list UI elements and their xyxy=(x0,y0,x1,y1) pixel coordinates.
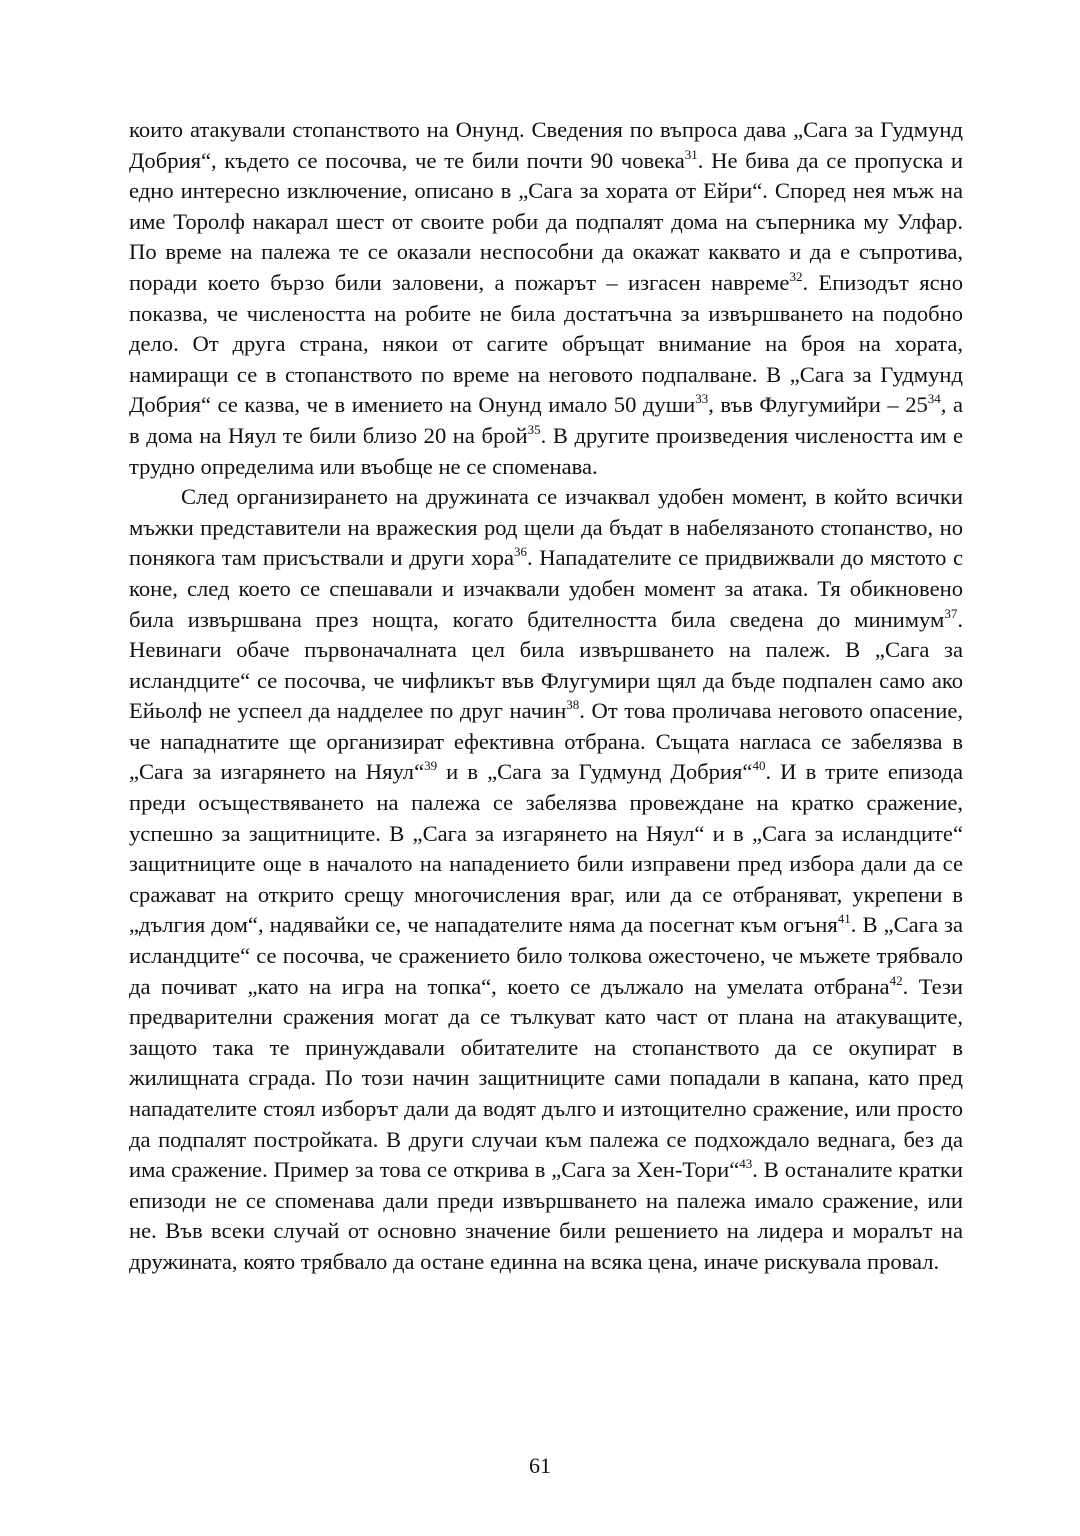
footnote-ref-35: 35 xyxy=(527,421,541,437)
footnote-ref-42: 42 xyxy=(889,972,903,988)
text-run: . В „Сага за исландците“ се посочва, че сражението било толкова ожесточено, че мъжете трябвало да почиват „като на игра на топка“, което се дължало на умелата отбрана xyxy=(129,912,963,999)
text-run: . Не бива да се пропуска и едно интересно изключение, описано в „Сага за хората от Ейри“. Според нея мъж на име Торолф накарал шест от своите роби да подпалят дома на съперника му Улфар. По време на палежа те се оказали неспособни да окажат каквато и да е съпротива, поради което бързо били заловени, а пожарът – изгасен навреме xyxy=(129,147,963,295)
page-number: 61 xyxy=(529,1453,551,1478)
text-run: . И в трите епизода преди осъществяването на палежа се забелязва провеждане на кратко сражение, успешно за защитниците. В „Сага за изгарянето на Няул“ и в „Сага за исландците“ защитниците още в началото на нападението били изправени пред избора дали да се сражават на открито срещу многочисления враг, или да се отбраняват, укрепени в „дългия дом“, надявайки се, че нападателите няма да посегнат към огъня xyxy=(129,759,963,938)
footnote-ref-38: 38 xyxy=(566,697,580,713)
paragraph-1 xyxy=(129,115,963,482)
paragraph-2 xyxy=(129,482,963,1277)
footnote-ref-36: 36 xyxy=(514,544,527,560)
text-run: . Нападателите се придвижвали до мястото с коне, след което се спешавали и изчаквали удобен момент за атака. Тя обикновено била извършвана през нощта, когато бдителността била сведена до минимум xyxy=(129,545,963,632)
text-run: . Невинаги обаче първоначалната цел била извършването на палеж. В „Сага за исландците“ се посочва, че чифликът във Флугумири щял да бъде подпален само ако Ейьолф не успеел да надделее по друг начин xyxy=(129,606,963,724)
footnote-ref-41: 41 xyxy=(837,911,851,927)
footnote-ref-37: 37 xyxy=(944,605,958,621)
footnote-ref-39: 39 xyxy=(424,758,438,774)
text-run: . Тези предварителни сражения могат да се тълкуват като част от плана на атакуващите, защото така те принуждавали обитателите на стопанството да се окупират в жилищната сграда. По този начин защитниците сами попадали в капана, като пред нападателите стоял изборът дали да водят дълго и изтощително сражение, или просто да подпалят постройката. В други случаи към палежа се подхождало веднага, без да има сражение. Пример за това се открива в „Сага за Хен-Тори“ xyxy=(129,973,963,1183)
footnote-ref-43: 43 xyxy=(739,1156,753,1172)
text-run: . В другите произведения числеността им е трудно определима или въобще не се споменава. xyxy=(129,422,963,479)
footnote-ref-32: 32 xyxy=(789,268,803,284)
text-run: , а в дома на Няул те били близо 20 на брой xyxy=(129,392,964,448)
footnote-ref-40: 40 xyxy=(752,758,766,774)
footnote-ref-31: 31 xyxy=(684,146,698,162)
text-run: , във Флугумийри – 25 xyxy=(708,392,928,418)
footnote-ref-34: 34 xyxy=(927,391,941,407)
footnote-ref-33: 33 xyxy=(695,391,709,407)
text-run: След организирането на дружината се изчаквал удобен момент, в който всички мъжки представители на вражеския род щели да бъдат в набелязаното стопанство, но понякога там присъствали и други хора xyxy=(129,484,963,571)
text-run: . От това проличава неговото опасение, че нападнатите ще организират ефективна отбрана. Същата нагласа се забелязва в „Сага за изгарянето на Няул“ xyxy=(129,698,963,785)
text-run: които атакували стопанството на Онунд. Сведения по въпроса дава „Сага за Гудмунд Добрия“, където се посочва, че те били почти 90 човека xyxy=(129,117,963,173)
text-run: . Епизодът ясно показва, че числеността на робите не била достатъчна за извършването на подобно дело. От друга страна, някои от сагите обръщат внимание на броя на хората, намиращи се в стопанството по време на неговото подпалване. В „Сага за Гудмунд Добрия“ се казва, че в имението на Онунд имало 50 души xyxy=(129,269,963,418)
text-run: и в „Сага за Гудмунд Добрия“ xyxy=(437,759,753,785)
page-body xyxy=(129,115,963,1278)
text-run: . В останалите кратки епизоди не се споменава дали преди извършването на палежа имало сражение, или не. Във всеки случай от основно значение били решението на лидера и моралът на дружината, която трябвало да остане единна на всяка цена, иначе рискувала провал. xyxy=(129,1157,963,1274)
